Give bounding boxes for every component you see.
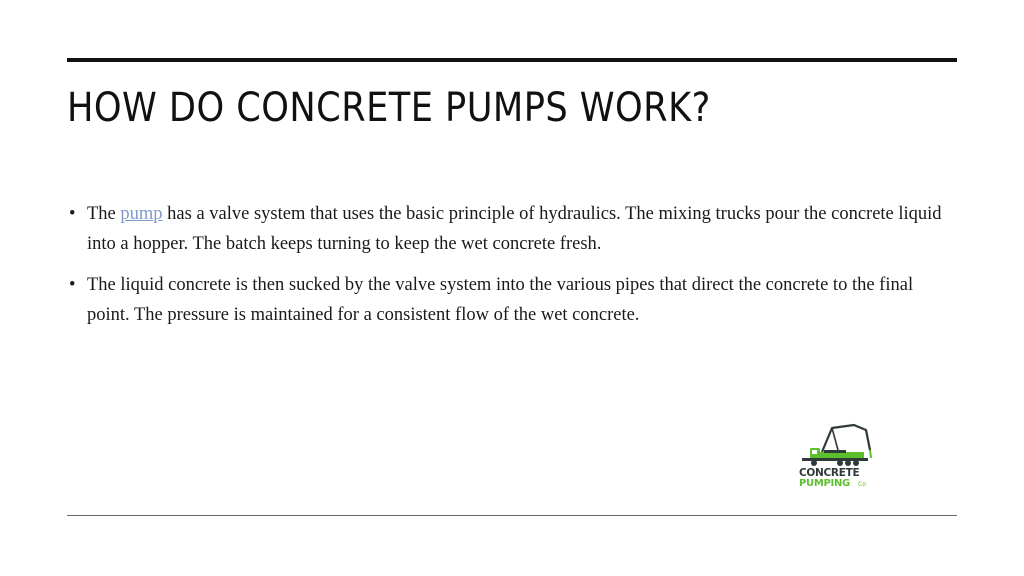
bullet-dot: • [69,275,76,295]
bullet-item [67,199,957,259]
pump-truck-icon [802,448,868,466]
logo-line-1: CONCRETE [799,467,860,479]
slide-title: HOW DO CONCRETE PUMPS WORK? [67,85,711,131]
bullet-text: The liquid concrete is then sucked by the valve system into the various pipes that direct the concrete to the final point. The pressure is maintained for a consistent flow of the wet concrete. [87,275,914,325]
bullet-text-prefix: The [87,204,121,224]
logo-line-2: PUMPING [799,478,850,489]
top-rule [67,58,957,62]
bottom-rule [67,515,957,516]
bullet-dot: • [69,204,76,224]
bullet-list [67,199,957,341]
pump-boom-icon [822,425,870,452]
bullet-text-suffix: has a valve system that uses the basic principle of hydraulics. The mixing trucks pour the concrete liquid into a hopper. The batch keeps turning to keep the wet concrete fresh. [87,204,942,254]
pump-link[interactable]: pump [120,204,163,224]
concrete-pumping-logo [792,420,876,490]
bullet-item [67,270,957,330]
logo-suffix: Co [858,481,866,488]
